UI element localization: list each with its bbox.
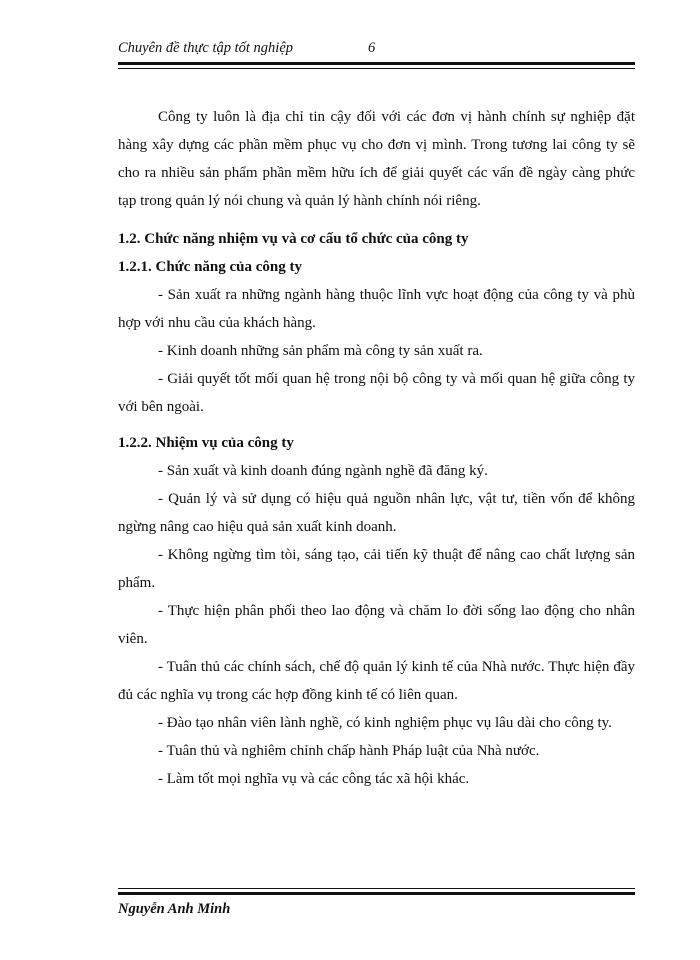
list-item: - Tuân thủ và nghiêm chỉnh chấp hành Pháp luật của Nhà nước.	[158, 743, 540, 759]
footer-rule-thin	[118, 888, 635, 889]
list-item: - Quản lý và sử dụng có hiệu quả nguồn nhân lực, vật tư, tiền vốn để không ngừng nâng cao hiệu quả sản xuất kinh doanh.	[118, 491, 635, 535]
page-number: 6	[368, 40, 376, 56]
footer-author: Nguyễn Anh Minh	[118, 901, 231, 917]
list-item: - Kinh doanh những sản phẩm mà công ty sản xuất ra.	[158, 343, 483, 359]
list-item: - Sản xuất và kinh doanh đúng ngành nghề đã đăng ký.	[158, 463, 488, 479]
footer-rule	[118, 892, 635, 895]
intro-paragraph: Công ty luôn là địa chỉ tin cậy đối với các đơn vị hành chính sự nghiệp đặt hàng xây dựng các phần mềm phục vụ cho đơn vị mình. Trong tương lai công ty sẽ cho ra nhiều sản phẩm phần mềm hữu ích để giải quyết các vấn đề ngày càng phức tạp trong quản lý nói chung và quản lý hành chính nói riêng.	[118, 109, 635, 209]
list-item: - Thực hiện phân phối theo lao động và chăm lo đời sống lao động cho nhân viên.	[118, 603, 635, 647]
page-body	[118, 103, 635, 793]
list-item: - Tuân thủ các chính sách, chế độ quản lý kinh tế của Nhà nước. Thực hiện đầy đủ các nghĩa vụ trong các hợp đồng kinh tế có liên quan.	[118, 659, 635, 703]
list-item: - Giải quyết tốt mối quan hệ trong nội bộ công ty và mối quan hệ giữa công ty với bên ngoài.	[118, 371, 635, 415]
header-rule	[118, 62, 635, 67]
section-heading-1-2-2: 1.2.2. Nhiệm vụ của công ty	[118, 435, 294, 451]
section-heading-1-2: 1.2. Chức năng nhiệm vụ và cơ cấu tổ chức của công ty	[118, 231, 469, 247]
list-item: - Làm tốt mọi nghĩa vụ và các công tác xã hội khác.	[158, 771, 470, 787]
list-item: - Đào tạo nhân viên lành nghề, có kinh nghiệm phục vụ lâu dài cho công ty.	[158, 715, 612, 731]
section-heading-1-2-1: 1.2.1. Chức năng của công ty	[118, 259, 303, 275]
list-item: - Không ngừng tìm tòi, sáng tạo, cải tiến kỹ thuật để nâng cao chất lượng sản phẩm.	[118, 547, 635, 591]
header-title: Chuyên đề thực tập tốt nghiệp	[118, 40, 294, 56]
list-item: - Sản xuất ra những ngành hàng thuộc lĩnh vực hoạt động của công ty và phù hợp với nhu cầu của khách hàng.	[118, 287, 635, 331]
page-header	[118, 40, 635, 57]
